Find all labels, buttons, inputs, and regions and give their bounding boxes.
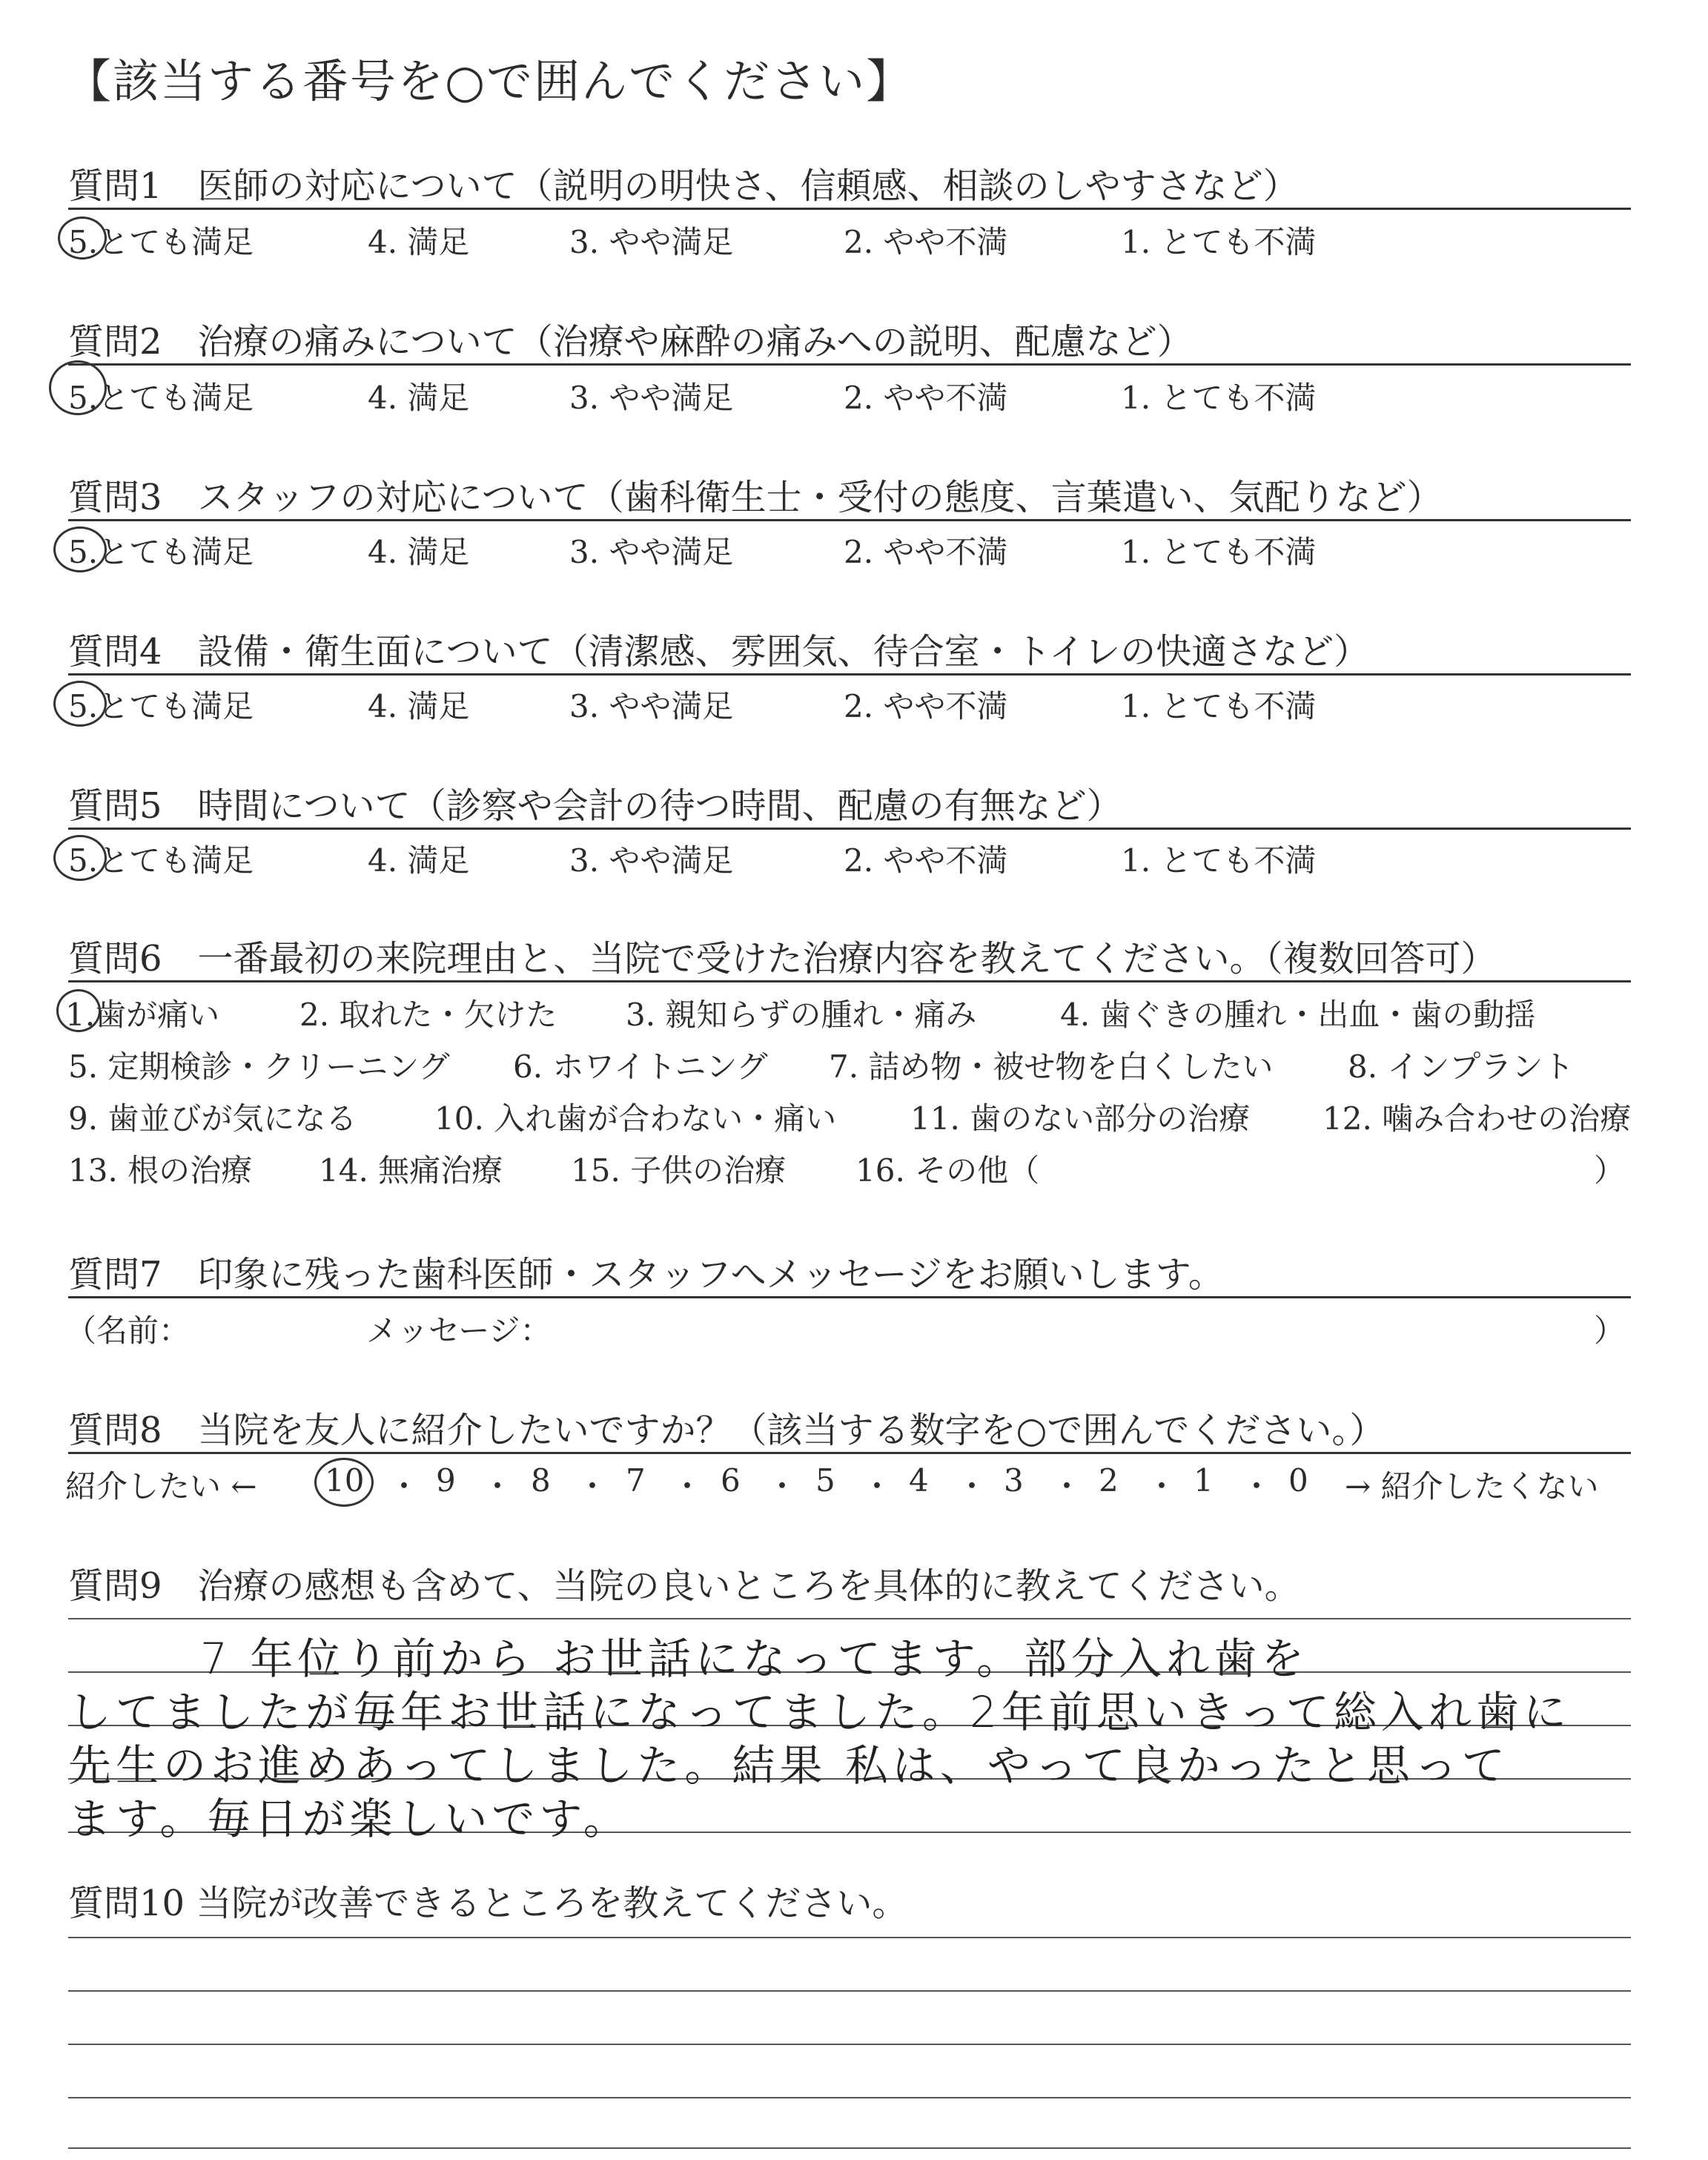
q2-option-5[interactable]: 5.とても満足 (68, 380, 254, 416)
q8-number-4[interactable]: 4 (909, 1462, 929, 1499)
q9-handwritten-line-3: 先生のお進めあってしました。結果 私は、やって良かったと思って (68, 1740, 1509, 1791)
q5-option-3[interactable]: 3. やや満足 (569, 842, 734, 879)
q8-separator: ・ (577, 1468, 609, 1505)
question-8-rule (68, 1452, 1631, 1454)
q7-name-label[interactable]: （名前： (65, 1312, 191, 1349)
question-9-title: 質問9 治療の感想も含めて、当院の良いところを具体的に教えてください。 (68, 1565, 1300, 1607)
q8-number-1[interactable]: 1 (1194, 1462, 1214, 1499)
q9-handwritten-line-2: してましたが毎年お世話になってました。2年前思いきって総入れ歯に (68, 1687, 1571, 1737)
q6-option-9[interactable]: 9. 歯並びが気になる (68, 1100, 357, 1137)
q6-option-16[interactable]: 16. その他（ (855, 1152, 1040, 1189)
q6-option-7[interactable]: 7. 詰め物・被せ物を白くしたい (829, 1048, 1274, 1085)
q2-option-4[interactable]: 4. 満足 (368, 380, 470, 416)
q8-separator: ・ (767, 1468, 798, 1505)
q8-number-9[interactable]: 9 (436, 1462, 456, 1499)
question-4-rule (68, 673, 1631, 676)
question-7-rule (68, 1296, 1631, 1298)
q6-option-11[interactable]: 11. 歯のない部分の治療 (910, 1100, 1251, 1137)
q1-option-4[interactable]: 4. 満足 (368, 224, 470, 260)
question-6-rule (68, 980, 1631, 982)
q3-option-3[interactable]: 3. やや満足 (569, 534, 734, 570)
q8-left-label: 紹介したい ← (65, 1468, 257, 1505)
q6-other-close-paren: ） (1594, 1152, 1626, 1189)
q4-option-2[interactable]: 2. やや不満 (844, 688, 1008, 724)
q6-option-4[interactable]: 4. 歯ぐきの腫れ・出血・歯の動揺 (1060, 997, 1536, 1033)
q3-option-4[interactable]: 4. 満足 (368, 534, 470, 570)
q8-separator: ・ (861, 1468, 893, 1505)
question-3-rule (68, 519, 1631, 521)
q8-separator: ・ (1051, 1468, 1083, 1505)
q2-option-1[interactable]: 1. とても不満 (1121, 380, 1317, 416)
question-7-title: 質問7 印象に残った歯科医師・スタッフへメッセージをお願いします。 (68, 1254, 1224, 1295)
q1-option-1[interactable]: 1. とても不満 (1121, 224, 1317, 260)
question-1-rule (68, 208, 1631, 210)
question-2-title: 質問2 治療の痛みについて（治療や麻酔の痛みへの説明、配慮など） (68, 321, 1193, 363)
q6-option-3[interactable]: 3. 親知らずの腫れ・痛み (626, 997, 977, 1033)
q3-option-5[interactable]: 5.とても満足 (68, 534, 254, 570)
q1-option-5[interactable]: 5.とても満足 (68, 224, 254, 260)
q4-option-4[interactable]: 4. 満足 (368, 688, 470, 724)
q6-option-1[interactable]: 1.歯が痛い (65, 997, 220, 1033)
q1-option-3[interactable]: 3. やや満足 (569, 224, 734, 260)
question-6-title: 質問6 一番最初の来院理由と、当院で受けた治療内容を教えてください。（複数回答可） (68, 938, 1497, 980)
q6-option-6[interactable]: 6. ホワイトニング (513, 1048, 768, 1085)
q1-option-2[interactable]: 2. やや不満 (844, 224, 1008, 260)
question-3-title: 質問3 スタッフの対応について（歯科衛生士・受付の態度、言葉遣い、気配りなど） (68, 477, 1443, 518)
q8-right-label: → 紹介したくない (1345, 1468, 1599, 1505)
q8-number-0[interactable]: 0 (1288, 1462, 1308, 1499)
q7-close-paren: ） (1594, 1312, 1626, 1349)
q4-option-3[interactable]: 3. やや満足 (569, 688, 734, 724)
q3-option-2[interactable]: 2. やや不満 (844, 534, 1008, 570)
q8-separator: ・ (1241, 1468, 1273, 1505)
q8-separator: ・ (482, 1468, 514, 1505)
question-2-rule (68, 363, 1631, 366)
q8-number-2[interactable]: 2 (1099, 1462, 1119, 1499)
q8-separator: ・ (672, 1468, 704, 1505)
q6-option-5[interactable]: 5. 定期検診・クリーニング (68, 1048, 450, 1085)
q8-number-8[interactable]: 8 (531, 1462, 551, 1499)
question-5-title: 質問5 時間について（診察や会計の待つ時間、配慮の有無など） (68, 785, 1122, 827)
q5-option-2[interactable]: 2. やや不満 (844, 842, 1008, 879)
q6-option-15[interactable]: 15. 子供の治療 (571, 1152, 787, 1189)
q6-option-2[interactable]: 2. 取れた・欠けた (299, 997, 557, 1033)
q8-separator: ・ (956, 1468, 988, 1505)
q8-number-10[interactable]: 10 (325, 1462, 365, 1499)
question-1-title: 質問1 医師の対応について（説明の明快さ、信頼感、相談のしやすさなど） (68, 165, 1299, 207)
q4-option-5[interactable]: 5.とても満足 (68, 688, 254, 724)
q2-option-3[interactable]: 3. やや満足 (569, 380, 734, 416)
answer-line (68, 1990, 1631, 1992)
q5-option-5[interactable]: 5.とても満足 (68, 842, 254, 879)
q5-option-1[interactable]: 1. とても不満 (1121, 842, 1317, 879)
q6-option-12[interactable]: 12. 噛み合わせの治療 (1323, 1100, 1632, 1137)
q6-option-8[interactable]: 8. インプラント (1348, 1048, 1575, 1085)
answer-line (68, 2147, 1631, 2149)
q2-option-2[interactable]: 2. やや不満 (844, 380, 1008, 416)
q8-separator: ・ (1146, 1468, 1178, 1505)
question-5-rule (68, 828, 1631, 830)
q9-handwritten-line-4: ます。毎日が楽しいです。 (68, 1794, 631, 1844)
question-8-title: 質問8 当院を友人に紹介したいですか？（該当する数字を○で囲んでください。） (68, 1410, 1386, 1451)
q9-handwritten-line-1: 7 年位り前から お世話になってます。部分入れ歯を (200, 1634, 1309, 1684)
answer-line (68, 2097, 1631, 2098)
q8-number-3[interactable]: 3 (1004, 1462, 1024, 1499)
q3-option-1[interactable]: 1. とても不満 (1121, 534, 1317, 570)
question-10-title: 質問10 当院が改善できるところを教えてください。 (68, 1883, 908, 1924)
answer-line (68, 2044, 1631, 2045)
q8-number-5[interactable]: 5 (815, 1462, 835, 1499)
q6-option-13[interactable]: 13. 根の治療 (68, 1152, 253, 1189)
q7-message-label[interactable]: メッセージ： (366, 1312, 552, 1349)
answer-line (68, 1937, 1631, 1938)
q6-option-14[interactable]: 14. 無痛治療 (319, 1152, 503, 1189)
instruction-header: 【該当する番号を○で囲んでください】 (65, 54, 914, 108)
q8-number-6[interactable]: 6 (721, 1462, 741, 1499)
q4-option-1[interactable]: 1. とても不満 (1121, 688, 1317, 724)
q8-number-7[interactable]: 7 (626, 1462, 646, 1499)
question-4-title: 質問4 設備・衛生面について（清潔感、雰囲気、待合室・トイレの快適さなど） (68, 631, 1370, 673)
q5-option-4[interactable]: 4. 満足 (368, 842, 470, 879)
q8-separator: ・ (388, 1468, 420, 1505)
answer-line (68, 1618, 1631, 1619)
q6-option-10[interactable]: 10. 入れ歯が合わない・痛い (434, 1100, 837, 1137)
